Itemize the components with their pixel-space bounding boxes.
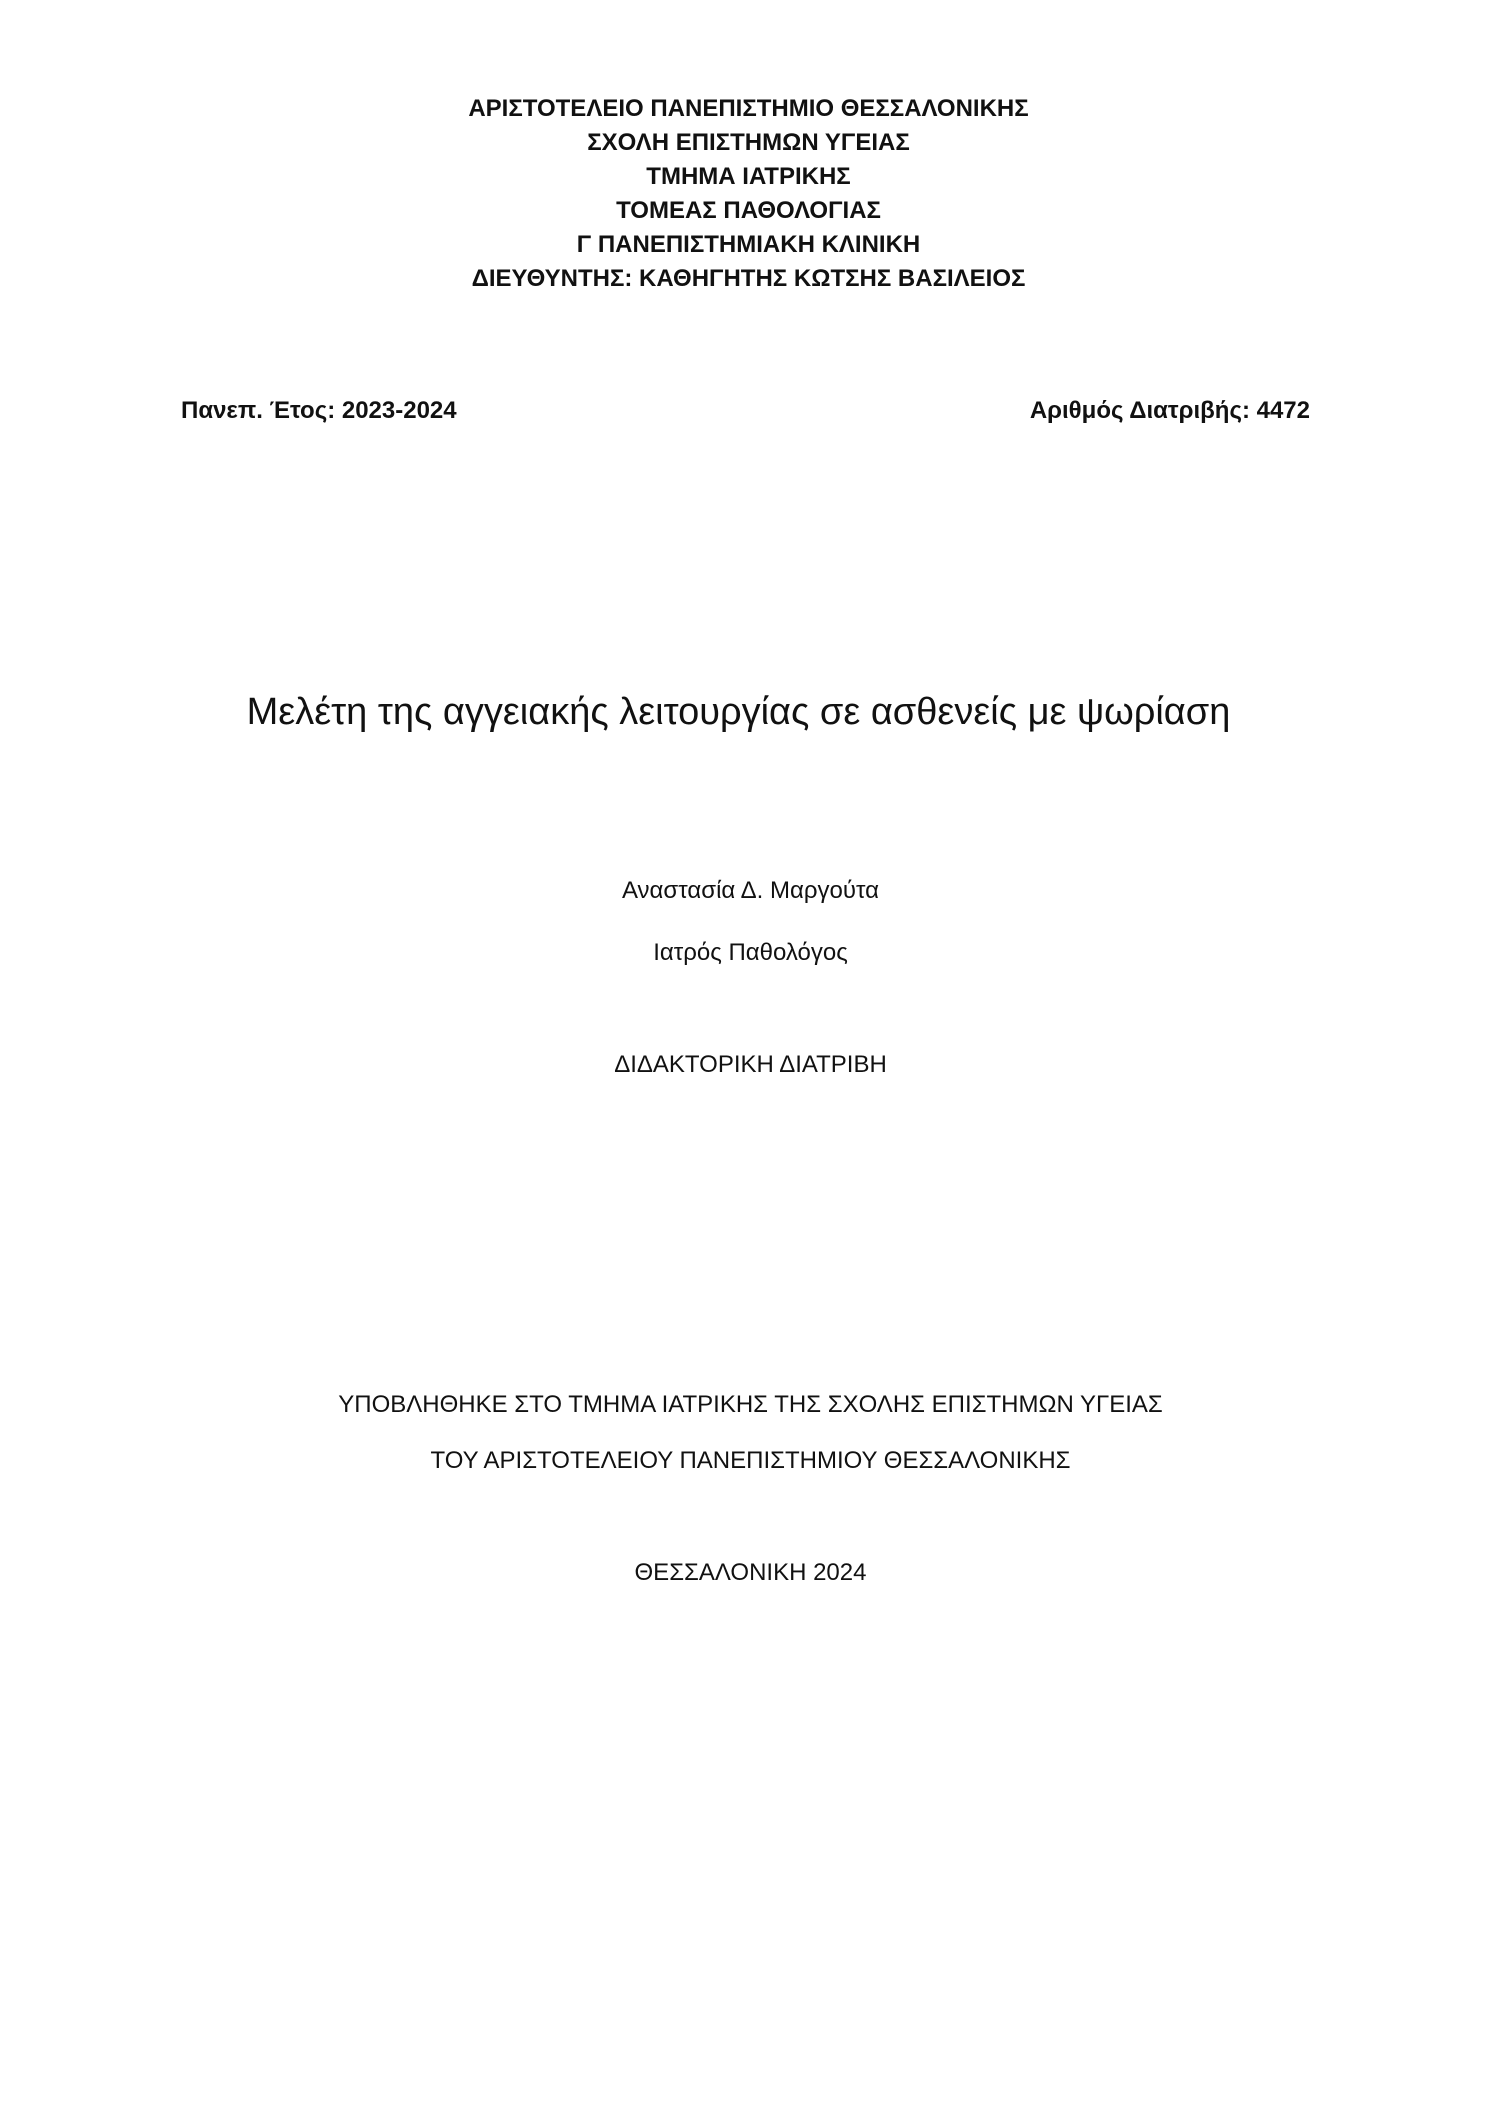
document-type: ΔΙΔΑΚΤΟΡΙΚΗ ΔΙΑΤΡΙΒΗ bbox=[614, 1051, 887, 1078]
header-school: ΣΧΟΛΗ ΕΠΙΣΤΗΜΩΝ ΥΓΕΙΑΣ bbox=[587, 129, 910, 156]
thesis-title: Μελέτη της αγγειακής λειτουργίας σε ασθενείς με ψωρίαση bbox=[246, 691, 1231, 733]
header-director: ΔΙΕΥΘΥΝΤΗΣ: ΚΑΘΗΓΗΤΗΣ ΚΩΤΣΗΣ ΒΑΣΙΛΕΙΟΣ bbox=[471, 265, 1026, 292]
header-clinic: Γ ΠΑΝΕΠΙΣΤΗΜΙΑΚΗ ΚΛΙΝΙΚΗ bbox=[576, 231, 921, 258]
header-department: ΤΜΗΜΑ ΙΑΤΡΙΚΗΣ bbox=[646, 163, 851, 190]
document-type-container bbox=[0, 1050, 1489, 1080]
place-year-container bbox=[0, 1558, 1489, 1588]
thesis-number: Αριθμός Διατριβής: 4472 bbox=[1029, 397, 1310, 424]
submission-line-2-container bbox=[0, 1446, 1489, 1476]
submission-line-1-container bbox=[0, 1390, 1489, 1420]
header-university: ΑΡΙΣΤΟΤΕΛΕΙΟ ΠΑΝΕΠΙΣΤΗΜΙΟ ΘΕΣΣΑΛΟΝΙΚΗΣ bbox=[468, 95, 1029, 122]
author-name-container bbox=[0, 876, 1489, 906]
place-year: ΘΕΣΣΑΛΟΝΙΚΗ 2024 bbox=[634, 1559, 867, 1586]
submission-line-2: ΤΟΥ ΑΡΙΣΤΟΤΕΛΕΙΟΥ ΠΑΝΕΠΙΣΤΗΜΙΟΥ ΘΕΣΣΑΛΟΝΙΚΗΣ bbox=[430, 1447, 1071, 1474]
thesis-title-container bbox=[0, 688, 1489, 736]
header-sector: ΤΟΜΕΑΣ ΠΑΘΟΛΟΓΙΑΣ bbox=[616, 197, 881, 224]
author-role-container bbox=[0, 938, 1489, 968]
submission-line-1: ΥΠΟΒΛΗΘΗΚΕ ΣΤΟ ΤΜΗΜΑ ΙΑΤΡΙΚΗΣ ΤΗΣ ΣΧΟΛΗΣ ΕΠΙΣΤΗΜΩΝ ΥΓΕΙΑΣ bbox=[338, 1391, 1163, 1418]
institution-header bbox=[0, 92, 1489, 296]
author-role: Ιατρός Παθολόγος bbox=[653, 939, 848, 966]
author-name: Αναστασία Δ. Μαργούτα bbox=[621, 877, 879, 904]
academic-year: Πανεπ. Έτος: 2023-2024 bbox=[181, 397, 457, 424]
